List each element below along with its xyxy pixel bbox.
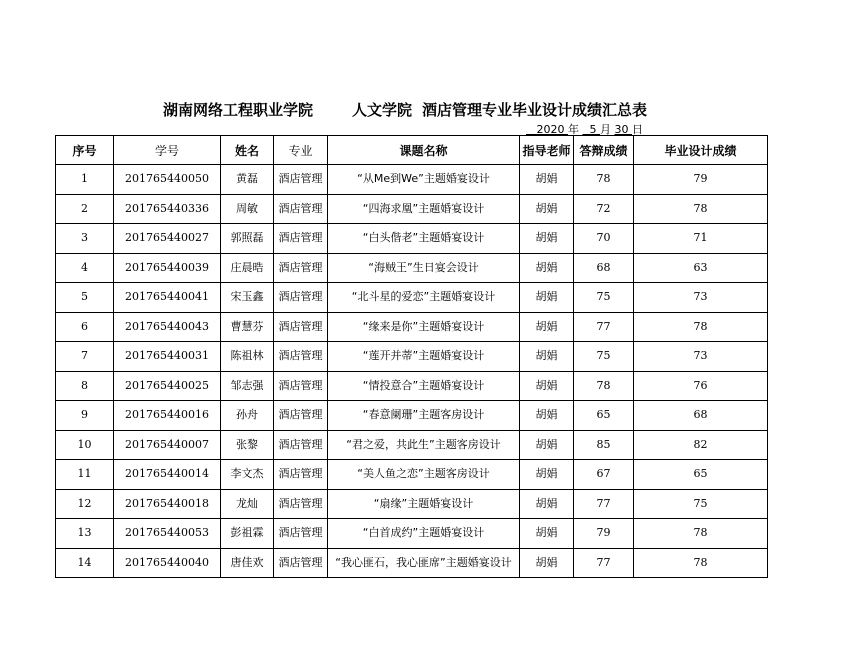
cell-student-id: 201765440016 (114, 401, 221, 431)
table-row (56, 519, 768, 549)
cell-name: 宋玉鑫 (221, 283, 274, 313)
cell-major: 酒店管理 (274, 165, 328, 195)
cell-name: 李文杰 (221, 460, 274, 490)
cell-name: 陈祖林 (221, 342, 274, 372)
cell-final-score: 78 (634, 194, 768, 224)
cell-student-id: 201765440336 (114, 194, 221, 224)
cell-topic: “春意阑珊”主题客房设计 (328, 401, 520, 431)
cell-name: 黄磊 (221, 165, 274, 195)
cell-topic: “从Me到We”主题婚宴设计 (328, 165, 520, 195)
cell-index: 2 (56, 194, 114, 224)
cell-advisor: 胡娟 (520, 165, 574, 195)
cell-advisor: 胡娟 (520, 224, 574, 254)
cell-name: 龙灿 (221, 489, 274, 519)
cell-advisor: 胡娟 (520, 460, 574, 490)
table-body (56, 165, 768, 578)
cell-final-score: 73 (634, 342, 768, 372)
cell-student-id: 201765440040 (114, 548, 221, 578)
cell-major: 酒店管理 (274, 253, 328, 283)
department-name: 人文学院 (352, 101, 413, 119)
date-year-label: 年 (568, 123, 579, 136)
cell-major: 酒店管理 (274, 224, 328, 254)
cell-topic: “白头偕老”主题婚宴设计 (328, 224, 520, 254)
cell-major: 酒店管理 (274, 489, 328, 519)
cell-advisor: 胡娟 (520, 548, 574, 578)
cell-name: 张黎 (221, 430, 274, 460)
cell-index: 3 (56, 224, 114, 254)
cell-student-id: 201765440039 (114, 253, 221, 283)
cell-topic: “北斗星的爱恋”主题婚宴设计 (328, 283, 520, 313)
cell-major: 酒店管理 (274, 371, 328, 401)
cell-defense-score: 78 (574, 165, 634, 195)
table-title: 酒店管理专业毕业设计成绩汇总表 (422, 101, 648, 119)
table-row (56, 430, 768, 460)
cell-defense-score: 72 (574, 194, 634, 224)
cell-name: 郭照磊 (221, 224, 274, 254)
table-header-row (56, 136, 768, 165)
cell-index: 4 (56, 253, 114, 283)
table-row (56, 253, 768, 283)
cell-advisor: 胡娟 (520, 283, 574, 313)
col-header-advisor: 指导老师 (520, 136, 574, 165)
col-header-name: 姓名 (221, 136, 274, 165)
cell-advisor: 胡娟 (520, 194, 574, 224)
cell-final-score: 76 (634, 371, 768, 401)
cell-student-id: 201765440031 (114, 342, 221, 372)
cell-major: 酒店管理 (274, 342, 328, 372)
col-header-major: 专业 (274, 136, 328, 165)
cell-defense-score: 75 (574, 283, 634, 313)
cell-major: 酒店管理 (274, 430, 328, 460)
school-name: 湖南网络工程职业学院 (163, 101, 314, 119)
cell-student-id: 201765440041 (114, 283, 221, 313)
cell-final-score: 78 (634, 548, 768, 578)
cell-student-id: 201765440025 (114, 371, 221, 401)
cell-topic: “君之爱，共此生”主题客房设计 (328, 430, 520, 460)
cell-final-score: 71 (634, 224, 768, 254)
cell-major: 酒店管理 (274, 519, 328, 549)
cell-index: 1 (56, 165, 114, 195)
cell-major: 酒店管理 (274, 548, 328, 578)
date-month: 5 (589, 123, 597, 136)
cell-final-score: 78 (634, 312, 768, 342)
cell-major: 酒店管理 (274, 460, 328, 490)
cell-topic: “美人鱼之恋”主题客房设计 (328, 460, 520, 490)
cell-advisor: 胡娟 (520, 489, 574, 519)
cell-defense-score: 78 (574, 371, 634, 401)
cell-major: 酒店管理 (274, 194, 328, 224)
cell-topic: “我心匪石，我心匪席”主题婚宴设计 (328, 548, 520, 578)
cell-topic: “莲开并蒂”主题婚宴设计 (328, 342, 520, 372)
cell-final-score: 79 (634, 165, 768, 195)
cell-topic: “白首成约”主题婚宴设计 (328, 519, 520, 549)
cell-defense-score: 67 (574, 460, 634, 490)
grades-table (55, 135, 768, 578)
cell-advisor: 胡娟 (520, 253, 574, 283)
cell-final-score: 65 (634, 460, 768, 490)
cell-defense-score: 68 (574, 253, 634, 283)
date-year: 2020 (536, 123, 565, 136)
cell-defense-score: 70 (574, 224, 634, 254)
col-header-student-id: 学号 (114, 136, 221, 165)
cell-final-score: 63 (634, 253, 768, 283)
cell-major: 酒店管理 (274, 401, 328, 431)
cell-student-id: 201765440050 (114, 165, 221, 195)
cell-index: 5 (56, 283, 114, 313)
cell-index: 10 (56, 430, 114, 460)
cell-final-score: 68 (634, 401, 768, 431)
cell-student-id: 201765440007 (114, 430, 221, 460)
cell-defense-score: 79 (574, 519, 634, 549)
cell-defense-score: 65 (574, 401, 634, 431)
cell-advisor: 胡娟 (520, 401, 574, 431)
cell-advisor: 胡娟 (520, 312, 574, 342)
cell-name: 彭祖霖 (221, 519, 274, 549)
col-header-defense-score: 答辩成绩 (574, 136, 634, 165)
cell-final-score: 73 (634, 283, 768, 313)
cell-index: 12 (56, 489, 114, 519)
cell-advisor: 胡娟 (520, 371, 574, 401)
cell-topic: “四海求凰”主题婚宴设计 (328, 194, 520, 224)
cell-index: 11 (56, 460, 114, 490)
cell-topic: “缘来是你”主题婚宴设计 (328, 312, 520, 342)
cell-final-score: 82 (634, 430, 768, 460)
cell-advisor: 胡娟 (520, 430, 574, 460)
cell-topic: “扇缘”主题婚宴设计 (328, 489, 520, 519)
cell-name: 庄晨晧 (221, 253, 274, 283)
table-row (56, 312, 768, 342)
cell-advisor: 胡娟 (520, 519, 574, 549)
cell-student-id: 201765440053 (114, 519, 221, 549)
cell-topic: “海贼王”生日宴会设计 (328, 253, 520, 283)
cell-defense-score: 77 (574, 489, 634, 519)
cell-index: 6 (56, 312, 114, 342)
table-row (56, 224, 768, 254)
table-row (56, 401, 768, 431)
document-title (0, 99, 844, 121)
cell-advisor: 胡娟 (520, 342, 574, 372)
cell-defense-score: 77 (574, 312, 634, 342)
cell-topic: “情投意合”主题婚宴设计 (328, 371, 520, 401)
date-month-label: 月 (600, 123, 611, 136)
cell-name: 孙舟 (221, 401, 274, 431)
cell-major: 酒店管理 (274, 283, 328, 313)
table-row (56, 489, 768, 519)
cell-defense-score: 85 (574, 430, 634, 460)
cell-defense-score: 75 (574, 342, 634, 372)
cell-index: 14 (56, 548, 114, 578)
table-row (56, 548, 768, 578)
table-row (56, 460, 768, 490)
cell-name: 周敏 (221, 194, 274, 224)
cell-name: 唐佳欢 (221, 548, 274, 578)
table-row (56, 342, 768, 372)
col-header-index: 序号 (56, 136, 114, 165)
table-row (56, 283, 768, 313)
cell-defense-score: 77 (574, 548, 634, 578)
cell-index: 7 (56, 342, 114, 372)
table-row (56, 165, 768, 195)
cell-name: 邹志强 (221, 371, 274, 401)
cell-index: 8 (56, 371, 114, 401)
date-day-label: 日 (632, 123, 643, 136)
cell-index: 13 (56, 519, 114, 549)
table-row (56, 194, 768, 224)
cell-index: 9 (56, 401, 114, 431)
cell-major: 酒店管理 (274, 312, 328, 342)
table-row (56, 371, 768, 401)
col-header-topic: 课题名称 (328, 136, 520, 165)
cell-student-id: 201765440014 (114, 460, 221, 490)
cell-student-id: 201765440027 (114, 224, 221, 254)
cell-student-id: 201765440043 (114, 312, 221, 342)
cell-final-score: 78 (634, 519, 768, 549)
cell-name: 曹慧芬 (221, 312, 274, 342)
cell-final-score: 75 (634, 489, 768, 519)
cell-student-id: 201765440018 (114, 489, 221, 519)
col-header-final-score: 毕业设计成绩 (634, 136, 768, 165)
date-day: 30 (614, 123, 629, 136)
